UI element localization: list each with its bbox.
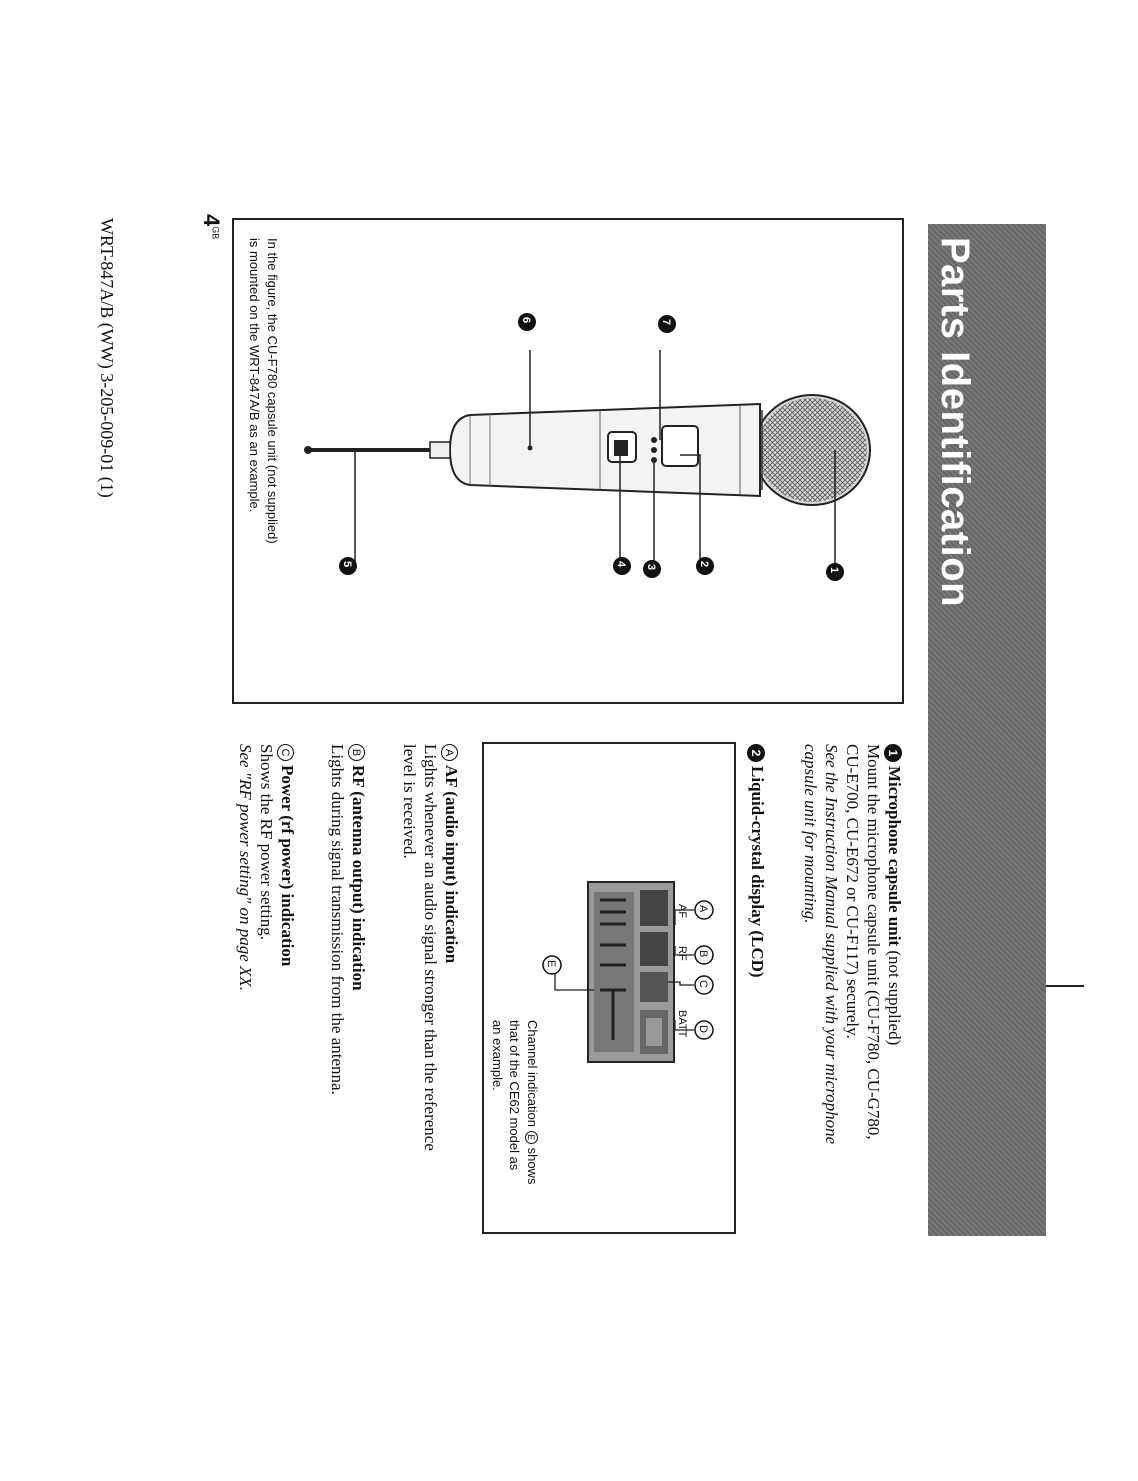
itemB-line1: Lights during signal transmission from the antenna. <box>328 744 347 1095</box>
itemB-heading <box>348 744 369 991</box>
item1-italic2: capsule unit for mounting. <box>801 744 820 924</box>
lcd-label-b: B <box>697 950 709 958</box>
lcd-note-line3: an example. <box>490 1020 505 1091</box>
callout-1-label: 1 <box>828 567 840 574</box>
itemC-italic1: See "RF power setting" on page XX. <box>236 744 255 992</box>
lcd-label-e: E <box>545 960 557 968</box>
lcd-rf-label: RF <box>676 946 688 961</box>
lcd-af-label: AF <box>676 904 688 919</box>
itemA-line2: level is received. <box>400 744 419 859</box>
itemA-letter: A <box>441 744 458 761</box>
itemC-letter: C <box>277 744 294 761</box>
item1-number: 1 <box>884 744 902 762</box>
figure-caption-line2: is mounted on the WRT-847A/B as an example. <box>247 238 262 513</box>
item1-title-note: (not supplied) <box>885 950 904 1046</box>
item2-number: 2 <box>747 744 765 762</box>
callout-4-label: 4 <box>615 561 627 568</box>
itemC-title: Power (rf power) indication <box>278 765 297 967</box>
item2-title: Liquid-crystal display (LCD) <box>748 766 767 978</box>
lcd-label-a: A <box>697 905 709 913</box>
page-number <box>198 214 224 239</box>
itemA-heading <box>441 744 462 963</box>
itemC-line1: Shows the RF power setting. <box>257 744 276 940</box>
itemC-heading <box>277 744 298 966</box>
callout-3-label: 3 <box>645 564 657 571</box>
lcd-note-text1b: shows <box>525 1147 540 1185</box>
itemA-title: AF (audio input) indication <box>442 765 461 964</box>
item1-italic1: See the Instruction Manual supplied with your microphone <box>822 744 841 1145</box>
lcd-label-d: D <box>697 1025 709 1033</box>
lcd-label-c: C <box>697 980 709 988</box>
callout-6-label: 6 <box>520 317 532 324</box>
itemB-letter: B <box>348 744 365 761</box>
callout-2-label: 2 <box>698 561 710 568</box>
lcd-note-e: E <box>525 1131 538 1144</box>
item1-line2: CU-E700, CU-E672 or CU-F117) securely. <box>843 744 862 1039</box>
itemB-title: RF (antenna output) indication <box>349 765 368 991</box>
lcd-note-line2: that of the CE62 model as <box>507 1020 522 1171</box>
callout-5-label: 5 <box>341 561 353 568</box>
lcd-batt-label: BATT <box>676 1010 688 1038</box>
callout-7-label: 7 <box>660 319 672 326</box>
page-number-digit: 4 <box>199 214 224 227</box>
lcd-note-text1: Channel indication <box>525 1020 540 1127</box>
item1-title: Microphone capsule unit <box>885 766 904 947</box>
itemA-line1: Lights whenever an audio signal stronger than the reference <box>421 744 440 1151</box>
figure-caption-line1: In the figure, the CU-F780 capsule unit (not supplied) <box>265 238 280 544</box>
document-id: WRT-847A/B (WW) 3-205-009-01 (1) <box>97 218 117 498</box>
item1-line1: Mount the microphone capsule unit (CU-F780, CU-G780, <box>864 744 883 1140</box>
lcd-note-line1 <box>524 1020 540 1184</box>
page-number-suffix: GB <box>210 226 221 240</box>
section-title: Parts Identification <box>933 237 977 608</box>
